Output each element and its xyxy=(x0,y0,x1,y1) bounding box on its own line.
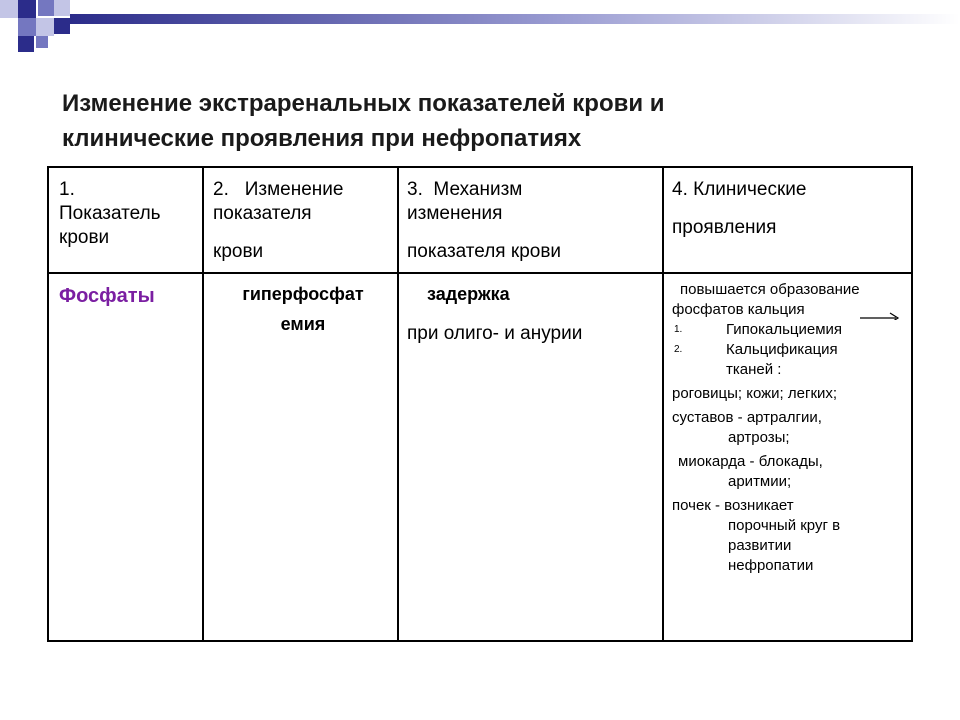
manifest-text: аритмии; xyxy=(728,473,792,490)
manifest-text: порочный круг в xyxy=(728,517,841,534)
list-text: Кальцификация xyxy=(726,341,838,358)
change-text: гиперфосфат xyxy=(242,284,364,304)
manifest-text: развитии xyxy=(728,537,792,554)
title-line-1: Изменение экстраренальных показателей крови и xyxy=(62,90,665,117)
manifest-text: суставов - артралгии, xyxy=(672,409,822,426)
header-text: крови xyxy=(59,227,110,248)
page-title xyxy=(62,86,922,156)
header-text: Изменение xyxy=(244,179,344,200)
arrow-right-icon xyxy=(858,302,904,320)
header-text: 4. Клинические xyxy=(672,179,807,200)
list-item xyxy=(672,340,910,360)
header-text: 3. xyxy=(407,179,423,200)
deco-square xyxy=(18,18,36,36)
header-cell-4 xyxy=(672,178,907,240)
mechanism-cell xyxy=(407,282,657,346)
table-col-divider xyxy=(662,168,664,640)
indicator-cell: Фосфаты xyxy=(59,285,155,307)
list-item xyxy=(672,360,910,380)
list-number: 1. xyxy=(674,324,683,335)
deco-square xyxy=(36,36,48,48)
manifest-text: почек - возникает xyxy=(672,497,794,514)
manifest-list xyxy=(672,320,910,380)
deco-square xyxy=(18,0,36,18)
manifest-text: нефропатии xyxy=(728,557,814,574)
deco-square xyxy=(38,0,54,16)
decorative-header xyxy=(0,0,960,60)
list-item xyxy=(672,320,910,340)
deco-square xyxy=(54,18,70,34)
mechanism-bold-text: задержка xyxy=(427,284,510,304)
header-cell-2 xyxy=(213,178,393,264)
manifest-text: роговицы; кожи; легких; xyxy=(672,385,838,402)
table-row-divider xyxy=(49,272,911,274)
manifestations-cell xyxy=(672,280,910,576)
manifest-intro-line2 xyxy=(672,300,910,320)
deco-square xyxy=(36,18,54,36)
manifest-text: фосфатов кальция xyxy=(672,301,805,318)
deco-square xyxy=(0,0,18,18)
mechanism-text: при олиго- и анурии xyxy=(407,323,583,344)
header-text: проявления xyxy=(672,217,777,238)
header-gradient-band xyxy=(70,14,960,24)
header-text xyxy=(213,178,393,202)
header-cell-3 xyxy=(407,178,657,264)
deco-square xyxy=(18,36,34,52)
header-text: крови xyxy=(213,241,264,262)
manifest-text: повышается образование xyxy=(680,281,860,298)
header-text: Механизм xyxy=(433,179,523,200)
list-text: Гипокальциемия xyxy=(726,321,843,338)
header-text xyxy=(407,178,657,202)
header-text: изменения xyxy=(407,203,503,224)
header-text: 2. xyxy=(213,179,229,200)
header-text: 1. xyxy=(59,179,75,200)
change-cell xyxy=(213,282,393,336)
list-text: тканей : xyxy=(726,361,782,378)
data-table xyxy=(47,166,913,642)
manifest-text: артрозы; xyxy=(728,429,790,446)
table-col-divider xyxy=(202,168,204,640)
header-cell-1 xyxy=(59,178,161,250)
change-text: емия xyxy=(280,314,326,334)
title-line-2: клинические проявления при нефропатиях xyxy=(62,125,582,152)
list-number: 2. xyxy=(674,344,683,355)
table-col-divider xyxy=(397,168,399,640)
manifest-text: миокарда - блокады, xyxy=(678,453,823,470)
header-text: показателя xyxy=(213,203,312,224)
header-text: показателя крови xyxy=(407,241,562,262)
deco-square xyxy=(54,0,70,16)
header-text: Показатель xyxy=(59,203,161,224)
